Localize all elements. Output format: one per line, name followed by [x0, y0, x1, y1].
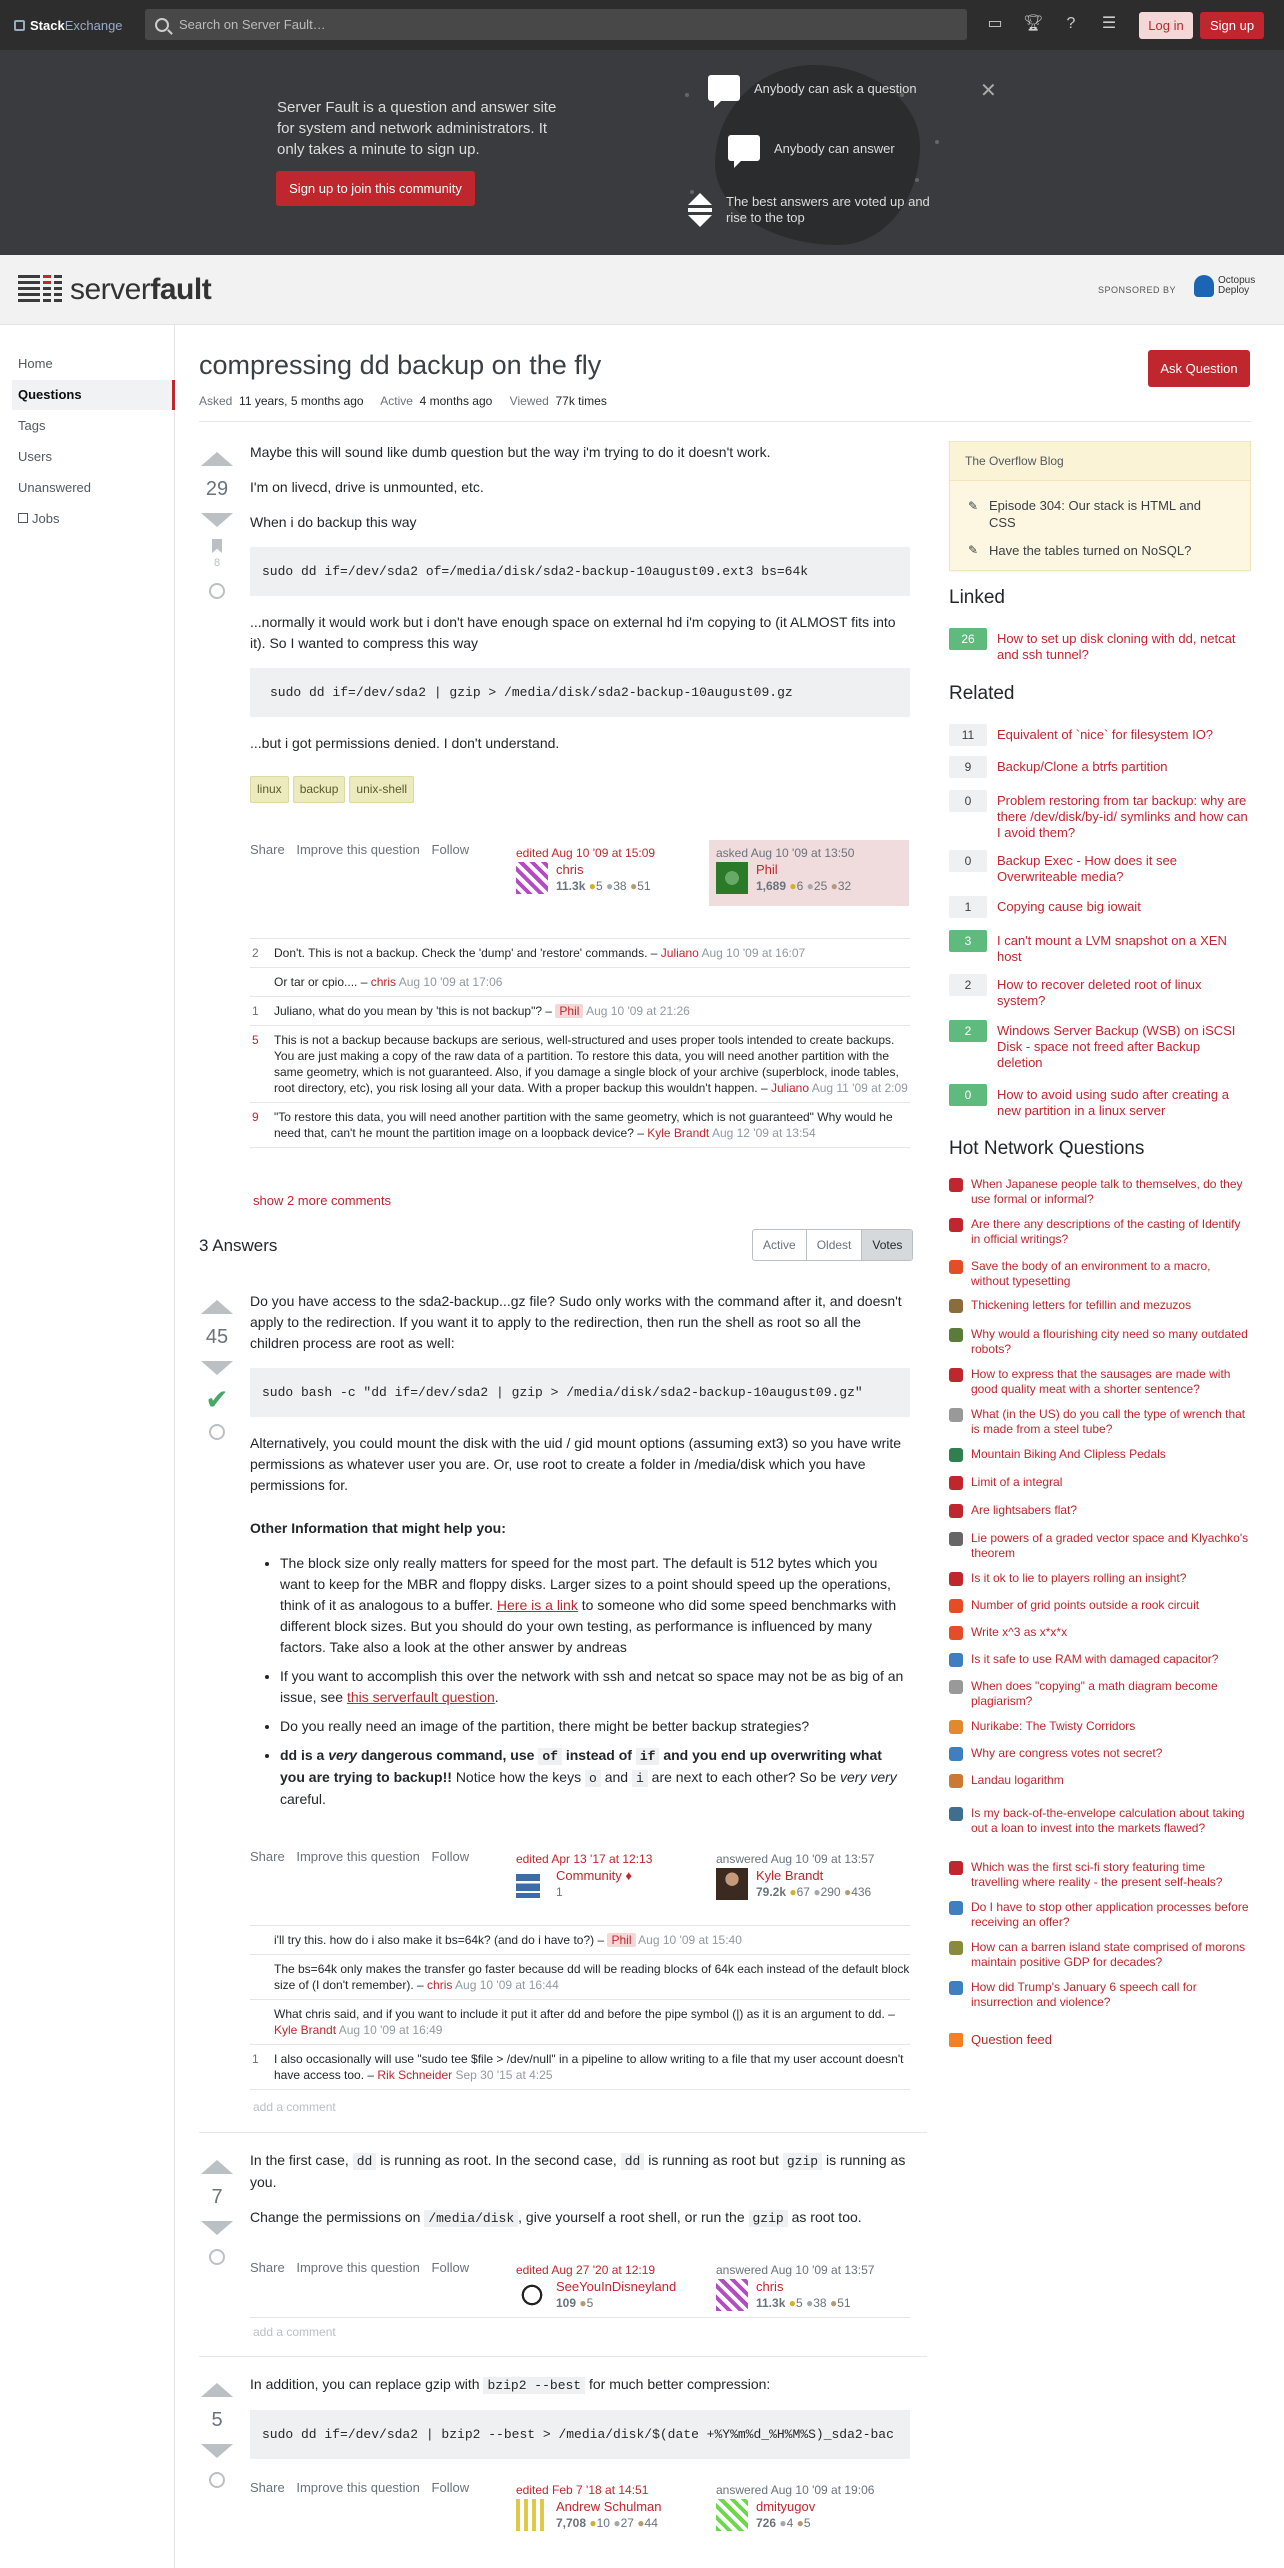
- hot-question-link[interactable]: Lie powers of a graded vector space and Klyachko's theorem: [971, 1531, 1249, 1560]
- asker-card: asked Aug 10 '09 at 13:50 Phil 1,689 ●6 ●25 ●32: [709, 840, 909, 906]
- hot-question-item: [949, 1447, 1249, 1462]
- related-item: [949, 724, 1249, 746]
- editor-card: edited Aug 27 '20 at 12:19 SeeYouInDisneyland 109 ●5: [516, 2263, 677, 2310]
- question-comments: [250, 938, 910, 1148]
- answer-body: In the first case, dd is running as root. In the second case, dd is running as root but gzip is running as you. Change the permissions on /media/disk , give yourself a root shell, or run the gzip as root too.: [250, 2152, 906, 2226]
- related-link[interactable]: Copying cause big iowait: [997, 899, 1141, 914]
- close-icon[interactable]: ✕: [980, 80, 997, 102]
- answer-vote-cell: [197, 2160, 237, 2265]
- hot-question-link[interactable]: Number of grid points outside a rook circuit: [971, 1598, 1200, 1612]
- show-more-comments[interactable]: show 2 more comments: [253, 1193, 391, 1208]
- related-link[interactable]: Backup Exec - How does it see Overwriteable media?: [997, 853, 1177, 884]
- feature-vote: The best answers are voted up and rise to the top: [688, 193, 948, 227]
- site-favicon-icon: [949, 1720, 963, 1734]
- site-switcher-icon[interactable]: ☰: [1101, 15, 1117, 32]
- tag-unix-shell[interactable]: unix-shell: [349, 776, 414, 803]
- add-comment-link[interactable]: add a comment: [253, 2325, 336, 2339]
- site-favicon-icon: [949, 1572, 963, 1586]
- hot-question-link[interactable]: Why would a flourishing city need so many outdated robots?: [971, 1327, 1248, 1356]
- history-icon[interactable]: [209, 2472, 225, 2488]
- comment: 1 Juliano, what do you mean by 'this is not backup"? – Phil Aug 10 '09 at 21:26: [250, 996, 910, 1025]
- code-block: sudo dd if=/dev/sda2 of=/media/disk/sda2-backup-10august09.ext3 bs=64k: [250, 547, 910, 596]
- hot-question-item: [949, 1773, 1249, 1788]
- avatar[interactable]: [516, 1874, 540, 1898]
- history-icon[interactable]: [209, 1424, 225, 1440]
- upvote-button[interactable]: [201, 452, 233, 466]
- hot-question-item: [949, 1679, 1249, 1709]
- question-tags: [250, 776, 910, 803]
- divider: [250, 2317, 910, 2318]
- sort-oldest[interactable]: Oldest: [807, 1230, 863, 1260]
- hot-question-item: [949, 1652, 1249, 1667]
- list-item: • Do you really need an image of the partition, there might be better backup strategies?: [280, 1716, 910, 1737]
- hot-question-item: [949, 1475, 1249, 1490]
- hot-question-item: [949, 1503, 1249, 1518]
- site-favicon-icon: [949, 1448, 963, 1462]
- achievements-icon[interactable]: 🏆︎: [1023, 15, 1044, 32]
- follow-link[interactable]: Follow: [431, 1849, 470, 1864]
- octopus-icon: [1194, 275, 1214, 297]
- editor-card: edited Aug 10 '09 at 15:09 chris 11.3k ●5 ●38 ●51: [516, 846, 656, 893]
- related-score: 1: [949, 896, 987, 918]
- comment: 1 I also occasionally will use "sudo tee $file > /dev/null" in a pipeline to allow writing to a file that my user account doesn't have access too. – Rik Schneider Sep 30 '15 at 4:25: [250, 2044, 910, 2090]
- list-item: • dd is a very dangerous command, use of instead of if and you end up overwriting what you are trying to backup!! Notice how the keys o and i are next to each other? So be very very careful.: [280, 1745, 910, 1810]
- hot-question-item: [949, 1407, 1249, 1437]
- serverfault-logo[interactable]: serverfault: [18, 273, 211, 307]
- comment: 2 Don't. This is not a backup. Check the 'dump' and 'restore' commands. – Juliano Aug 10 '09 at 16:07: [250, 938, 910, 967]
- related-score: 0: [949, 1084, 987, 1106]
- hot-question-item: [949, 1327, 1249, 1357]
- hot-question-item: [949, 1177, 1249, 1207]
- upvote-button[interactable]: [201, 2160, 233, 2174]
- inbox-icon[interactable]: ▭: [987, 15, 1003, 32]
- avatar[interactable]: [716, 862, 748, 894]
- signup-banner: [0, 50, 1284, 255]
- hot-question-link[interactable]: Are there any descriptions of the casting of Identify in official writings?: [971, 1217, 1241, 1246]
- nav-tags[interactable]: Tags: [18, 418, 46, 433]
- related-score: 2: [949, 974, 987, 996]
- tag-backup[interactable]: backup: [293, 776, 346, 803]
- divider: [199, 2356, 927, 2357]
- site-favicon-icon: [949, 1653, 963, 1667]
- feature-answer: Anybody can answer: [728, 135, 895, 161]
- tips-list: [250, 1553, 910, 1810]
- hot-question-item: [949, 1806, 1249, 1836]
- accepted-check-icon: ✔: [205, 1384, 229, 1415]
- avatar[interactable]: [716, 1868, 748, 1900]
- nav-jobs[interactable]: Jobs: [18, 511, 59, 526]
- hot-question-item: [949, 1860, 1249, 1890]
- login-button[interactable]: Log in: [1139, 12, 1193, 39]
- serverfault-icon: [18, 273, 66, 307]
- hot-question-link[interactable]: Is my back-of-the-envelope calculation about taking out a loan to invest into the markets flawed?: [971, 1806, 1245, 1835]
- feature-ask: Anybody can ask a question: [708, 75, 917, 101]
- answers-count: 3 Answers: [199, 1236, 278, 1255]
- site-favicon-icon: [949, 1747, 963, 1761]
- hot-question-link[interactable]: Mountain Biking And Clipless Pedals: [971, 1447, 1166, 1461]
- site-favicon-icon: [949, 1368, 963, 1382]
- sort-votes[interactable]: Votes: [862, 1230, 912, 1260]
- answer-comments: [250, 1925, 910, 2090]
- site-favicon-icon: [949, 1901, 963, 1915]
- question-title[interactable]: compressing dd backup on the fly: [199, 350, 602, 380]
- site-favicon-icon: [949, 1504, 963, 1518]
- related-item: [949, 790, 1249, 841]
- list-item: • If you want to accomplish this over the network with ssh and netcat so space may not be as big of an issue, see this serverfault question.: [280, 1666, 910, 1708]
- vote-count: 29: [205, 478, 229, 500]
- hot-question-link[interactable]: Write x^3 as x*x*x: [971, 1625, 1068, 1639]
- improve-link[interactable]: Improve this question: [296, 842, 420, 857]
- related-score: 3: [949, 930, 987, 952]
- related-score: 0: [949, 790, 987, 812]
- divider: [199, 2132, 927, 2133]
- related-link[interactable]: I can't mount a LVM snapshot on a XEN host: [997, 933, 1227, 964]
- site-favicon-icon: [949, 1178, 963, 1192]
- blog-item[interactable]: Have the tables turned on NoSQL?: [989, 543, 1192, 558]
- speech-bubble-icon: [708, 75, 740, 101]
- hot-question-item: [949, 1598, 1249, 1613]
- blog-title: The Overflow Blog: [950, 442, 1250, 481]
- answer-body: In addition, you can replace gzip with bzip2 --best for much better compression: sudo dd if=/dev/sda2 | bzip2 --best > /media/disk/$(date +%Y%m%d_%H%M%S)_sda2-bac: [250, 2374, 910, 2475]
- related-link[interactable]: How to avoid using sudo after creating a new partition in a linux server: [997, 1087, 1229, 1118]
- code-block: sudo dd if=/dev/sda2 | bzip2 --best > /media/disk/$(date +%Y%m%d_%H%M%S)_sda2-bac: [250, 2410, 910, 2459]
- overflow-blog-widget: [949, 441, 1251, 571]
- avatar[interactable]: [516, 862, 548, 894]
- bookmark-count: 8: [213, 557, 221, 569]
- related-link[interactable]: Windows Server Backup (WSB) on iSCSI Disk - space not freed after Backup deletion: [997, 1023, 1236, 1070]
- author-card: answered Aug 10 '09 at 19:06 dmityugov 726 ●4 ●5: [716, 2483, 875, 2530]
- join-community-button[interactable]: Sign up to join this community: [276, 171, 475, 206]
- sponsored-label: SPONSORED BY: [1098, 285, 1177, 295]
- search-icon: [155, 18, 169, 32]
- site-favicon-icon: [949, 1599, 963, 1613]
- history-icon[interactable]: [209, 2249, 225, 2265]
- hot-question-link[interactable]: When Japanese people talk to themselves, do they use formal or informal?: [971, 1177, 1243, 1206]
- comment: 9 "To restore this data, you will need another partition with the same geometry, which is not guaranteed" Why would he need that, can't he mount the partition image on a loopback device? – Kyle Brandt Aug 12 '09 at 13:54: [250, 1102, 910, 1148]
- improve-link[interactable]: Improve this question: [296, 2480, 420, 2495]
- editor-card: edited Feb 7 '18 at 14:51 Andrew Schulman 7,708 ●10 ●27 ●44: [516, 2483, 662, 2530]
- bookmark-icon[interactable]: [212, 539, 222, 553]
- question-post-menu: [250, 842, 477, 857]
- related-item: [949, 974, 1249, 1009]
- related-item: [949, 1084, 1249, 1119]
- follow-link[interactable]: Follow: [431, 2480, 470, 2495]
- comment: What chris said, and if you want to include it put it after dd and before the pipe symbol (|) as it is an argument to dd. – Kyle Brandt Aug 10 '09 at 16:49: [250, 1999, 910, 2044]
- nav-users[interactable]: Users: [18, 449, 52, 464]
- related-item: [949, 756, 1249, 778]
- hot-question-item: [949, 1571, 1249, 1586]
- site-favicon-icon: [949, 1476, 963, 1490]
- question-vote-cell: [197, 452, 237, 599]
- nav-questions[interactable]: Questions: [12, 380, 175, 410]
- avatar[interactable]: [716, 2279, 748, 2311]
- improve-link[interactable]: Improve this question: [296, 2260, 420, 2275]
- hot-question-item: [949, 1531, 1249, 1561]
- hot-question-link[interactable]: Is it ok to lie to players rolling an insight?: [971, 1571, 1187, 1585]
- hot-question-item: [949, 1719, 1249, 1734]
- blog-item[interactable]: Episode 304: Our stack is HTML and CSS: [989, 498, 1201, 530]
- question-stats: Asked 11 years, 5 months ago Active 4 months ago Viewed 77k times: [199, 394, 607, 408]
- avatar[interactable]: [516, 2499, 548, 2531]
- hot-question-item: [949, 1259, 1249, 1289]
- hot-question-link[interactable]: Nurikabe: The Twisty Corridors: [971, 1719, 1136, 1733]
- hot-question-link[interactable]: When does "copying" a math diagram become plagiarism?: [971, 1679, 1218, 1708]
- related-link[interactable]: How to recover deleted root of linux system?: [997, 977, 1202, 1008]
- related-item: [949, 850, 1249, 885]
- code-block: sudo bash -c "dd if=/dev/sda2 | gzip > /media/disk/sda2-backup-10august09.gz": [250, 1368, 910, 1417]
- answer-sort-tabs: [752, 1229, 913, 1261]
- site-favicon-icon: [949, 1807, 963, 1821]
- stackexchange-logo[interactable]: Stack Exchange: [14, 18, 144, 33]
- comment: i'll try this. how do i also make it bs=64k? (and do i have to?) – Phil Aug 10 '09 at 15:40: [250, 1925, 910, 1954]
- site-favicon-icon: [949, 1774, 963, 1788]
- comment: 5 This is not a backup because backups are serious, well-structured and uses proper tools intended to create backups. You are just making a copy of the raw data of a partition. To restore this data, you will need another partition with the same geometry, which is not guaranteed. Also, if you damage a single block of your archive (superblock, inode tables, root directory, etc), you risk losing all your data. With a proper backup this wouldn't happen. – Juliano Aug 11 '09 at 2:09: [250, 1025, 910, 1102]
- hot-question-link[interactable]: Why are congress votes not secret?: [971, 1746, 1163, 1760]
- site-favicon-icon: [949, 1260, 963, 1274]
- ask-question-button[interactable]: Ask Question: [1148, 350, 1250, 387]
- answer-post-menu: [250, 2260, 477, 2275]
- site-favicon-icon: [949, 1328, 963, 1342]
- question-feed-link[interactable]: Question feed: [949, 2032, 1052, 2047]
- question-body: Maybe this will sound like dumb question but the way i'm trying to do it doesn't work. I'm on livecd, drive is unmounted, etc. When i do backup this way sudo dd if=/dev/sda2 of=/media/disk/sda2-backup-10august09.ext3 bs=64k ...normally it would work but i don't have enough space on external hd i'm copying to (it ALMOST fits into it). So I wanted to compress this way sudo dd if=/dev/sda2 | gzip > /media/disk/sda2-backup-10august09.gz ...but i got permissions denied. I don't understand. linux backup unix-shell: [250, 442, 910, 803]
- divider: [199, 421, 1251, 422]
- nav-home[interactable]: Home: [18, 356, 53, 371]
- share-link[interactable]: Share: [250, 2260, 285, 2275]
- upvote-button[interactable]: [201, 2383, 233, 2397]
- hot-question-item: [949, 1367, 1249, 1397]
- related-item: [949, 1020, 1249, 1071]
- avatar[interactable]: [516, 2279, 548, 2311]
- vote-count: 5: [211, 2409, 223, 2431]
- share-link[interactable]: Share: [250, 2480, 285, 2495]
- rss-icon: [949, 2033, 963, 2047]
- site-favicon-icon: [949, 1941, 963, 1955]
- hot-question-link[interactable]: How did Trump's January 6 speech call for insurrection and violence?: [971, 1980, 1197, 2009]
- related-link[interactable]: Equivalent of `nice` for filesystem IO?: [997, 727, 1214, 742]
- hot-question-link[interactable]: How can a barren island state comprised of morons maintain positive GDP for decades?: [971, 1940, 1246, 1969]
- upvote-button[interactable]: [201, 1300, 233, 1314]
- answer-body: Do you have access to the sda2-backup...gz file? Sudo only works with the command after it, and doesn't apply to the redirection. If you want it to apply to the redirection, then run the shell as root so all the children process are root as well: sudo bash -c "dd if=/dev/sda2 | gzip > /media/disk/sda2-backup-10august09.gz" Alternatively, you could mount the disk with the uid / gid mount options (assuming ext3) so you have write permissions as whatever user you are. Or, use root to create a folder in /media/disk which you have permissions for. Other Information that might help you: • The block size only really matters for speed for the most part. The default is 512 bytes which you want to keep for the MBR and floppy disks. Larger sizes to a point should speed up the operations, think of it as analogous to a buffer. Here is a link to someone who did some speed benchmarks with different block sizes. But you should do your own testing, as performance is influenced by many factors. Take also a look at the other answer by andreas • If you want to accomplish this over the network with ssh and netcat so space may not be as big of an issue, see this serverfault question. • Do you really need an image of the partition, there might be better backup strategies? • dd is a very dangerous command, use of instead of if and you end up overwriting what you are trying to backup!! Notice how the keys o and i are next to each other? So be very very careful.: [250, 1291, 910, 1810]
- top-bar: [0, 0, 1284, 50]
- answer-vote-cell: [197, 1300, 237, 1440]
- hot-question-item: [949, 1298, 1249, 1313]
- answer-post-menu: [250, 1849, 477, 1864]
- sponsor-logo[interactable]: Octopus Deploy: [1194, 275, 1255, 297]
- share-link[interactable]: Share: [250, 842, 285, 857]
- downvote-button[interactable]: [201, 2444, 233, 2458]
- stackexchange-icon: [14, 20, 25, 31]
- site-favicon-icon: [949, 1408, 963, 1422]
- follow-link[interactable]: Follow: [431, 2260, 470, 2275]
- vote-count: 45: [205, 1326, 229, 1348]
- downvote-button[interactable]: [201, 1361, 233, 1375]
- pencil-icon: ✎: [968, 499, 979, 513]
- author-card: answered Aug 10 '09 at 13:57 Kyle Brandt 79.2k ●67 ●290 ●436: [716, 1852, 875, 1899]
- site-favicon-icon: [949, 1626, 963, 1640]
- add-comment-link[interactable]: add a comment: [253, 2100, 336, 2114]
- signup-button[interactable]: Sign up: [1200, 12, 1264, 39]
- search-input[interactable]: Search on Server Fault…: [145, 9, 967, 40]
- site-favicon-icon: [949, 1218, 963, 1232]
- hot-question-item: [949, 1217, 1249, 1247]
- history-icon[interactable]: [209, 583, 225, 599]
- hot-network-title: Hot Network Questions: [949, 1138, 1145, 1159]
- follow-link[interactable]: Follow: [431, 842, 470, 857]
- banner-intro: Server Fault is a question and answer site for system and network administrators. It only takes a minute to sign up.: [277, 99, 557, 158]
- nav-unanswered[interactable]: Unanswered: [18, 480, 91, 495]
- hot-question-link[interactable]: Which was the first sci-fi story featuring time travelling where reality - the present self-heals?: [971, 1860, 1223, 1889]
- answer-post-menu: [250, 2480, 477, 2495]
- hot-question-link[interactable]: Save the body of an environment to a macro, without typesetting: [971, 1259, 1211, 1288]
- related-link[interactable]: Backup/Clone a btrfs partition: [997, 759, 1168, 774]
- site-header: [0, 255, 1284, 325]
- hot-question-item: [949, 1980, 1249, 2010]
- hot-question-link[interactable]: How to express that the sausages are made with good quality meat with a shorter sentence?: [971, 1367, 1231, 1396]
- editor-card: edited Apr 13 '17 at 12:13 Community ♦ 1: [516, 1852, 653, 1899]
- tag-linux[interactable]: linux: [250, 776, 289, 803]
- related-score: 11: [949, 724, 987, 746]
- hot-question-link[interactable]: Limit of a integral: [971, 1475, 1063, 1489]
- list-item: • The block size only really matters for speed for the most part. The default is 512 bytes which you want to keep for the MBR and floppy disks. Larger sizes to a point should speed up the operations, think of it as analogous to a buffer. Here is a link to someone who did some speed benchmarks with different block sizes. But you should do your own testing, as performance is influenced by many factors. Take also a look at the other answer by andreas: [280, 1553, 910, 1658]
- related-title: Related: [949, 683, 1015, 704]
- author-card: answered Aug 10 '09 at 13:57 chris 11.3k ●5 ●38 ●51: [716, 2263, 875, 2310]
- vote-arrows-icon: [688, 193, 712, 227]
- site-favicon-icon: [949, 1299, 963, 1313]
- hot-question-item: [949, 1900, 1249, 1930]
- help-icon[interactable]: ?: [1066, 15, 1076, 32]
- share-link[interactable]: Share: [250, 1849, 285, 1864]
- vote-count: 7: [211, 2186, 223, 2208]
- pencil-icon: ✎: [968, 543, 979, 557]
- comment: The bs=64k only makes the transfer go faster because dd will be reading blocks of 64k each instead of the default block size of (I don't remember). – chris Aug 10 '09 at 16:44: [250, 1954, 910, 1999]
- site-favicon-icon: [949, 1861, 963, 1875]
- improve-link[interactable]: Improve this question: [296, 1849, 420, 1864]
- answer-vote-cell: [197, 2383, 237, 2488]
- downvote-button[interactable]: [201, 513, 233, 527]
- sort-active[interactable]: Active: [753, 1230, 807, 1260]
- hot-question-link[interactable]: What (in the US) do you call the type of wrench that is made from a steel tube?: [971, 1407, 1246, 1436]
- site-favicon-icon: [949, 1680, 963, 1694]
- hot-question-link[interactable]: Thickening letters for tefillin and mezuzos: [971, 1298, 1192, 1312]
- site-favicon-icon: [949, 1981, 963, 1995]
- hot-question-link[interactable]: Do I have to stop other application processes before receiving an offer?: [971, 1900, 1249, 1929]
- linked-item: 26 How to set up disk cloning with dd, netcat and ssh tunnel?: [949, 628, 1249, 663]
- avatar[interactable]: [716, 2499, 748, 2531]
- left-sidebar: [0, 325, 175, 2568]
- related-score: 0: [949, 850, 987, 872]
- hot-question-item: [949, 1625, 1249, 1640]
- related-item: [949, 930, 1249, 965]
- speech-bubble-icon: [728, 135, 760, 161]
- related-item: [949, 896, 1249, 918]
- speed-benchmark-link[interactable]: Here is a link: [496, 1597, 578, 1613]
- hot-question-link[interactable]: Are lightsabers flat?: [971, 1503, 1078, 1517]
- linked-title: Linked: [949, 587, 1005, 608]
- related-link[interactable]: Problem restoring from tar backup: why are there /dev/disk/by-id/ symlinks and how can I avoid them?: [997, 793, 1248, 840]
- downvote-button[interactable]: [201, 2221, 233, 2235]
- related-score: 9: [949, 756, 987, 778]
- hot-question-item: [949, 1940, 1249, 1970]
- hot-question-link[interactable]: Is it safe to use RAM with damaged capacitor?: [971, 1652, 1219, 1666]
- code-block: sudo dd if=/dev/sda2 | gzip > /media/disk/sda2-backup-10august09.gz: [250, 668, 910, 717]
- hot-question-item: [949, 1746, 1249, 1761]
- serverfault-question-link[interactable]: this serverfault question: [346, 1689, 495, 1705]
- hot-question-link[interactable]: Landau logarithm: [971, 1773, 1064, 1787]
- site-favicon-icon: [949, 1532, 963, 1546]
- external-link-icon: [18, 513, 28, 523]
- comment: Or tar or cpio.... – chris Aug 10 '09 at 17:06: [250, 967, 910, 996]
- related-score: 2: [949, 1020, 987, 1042]
